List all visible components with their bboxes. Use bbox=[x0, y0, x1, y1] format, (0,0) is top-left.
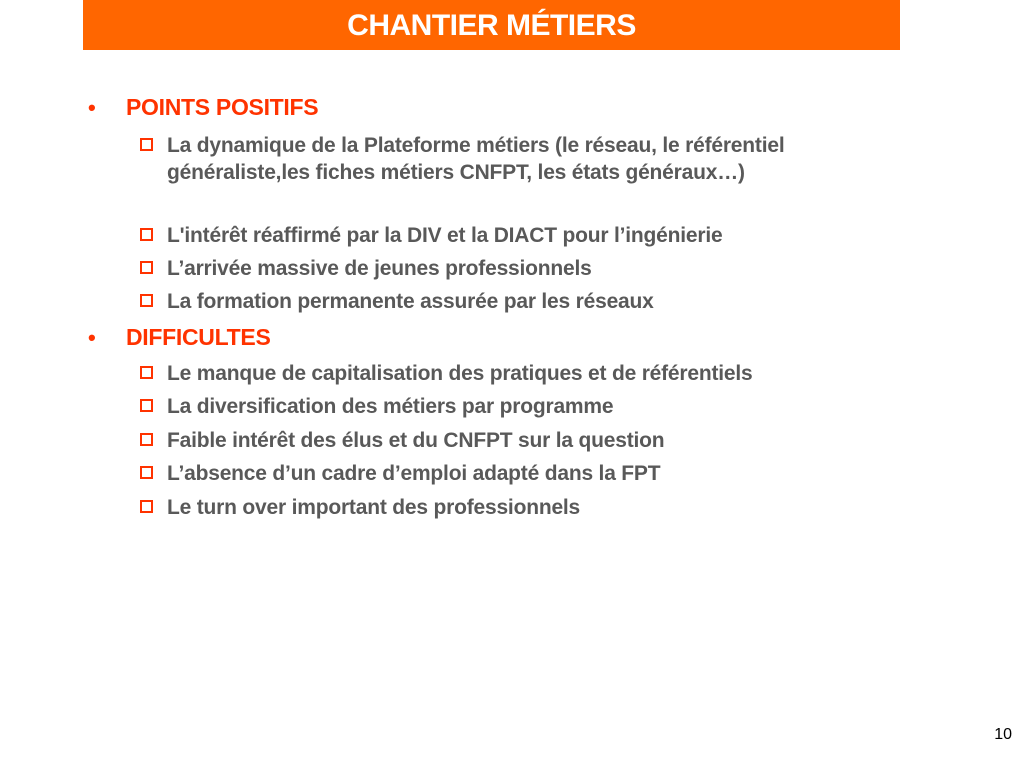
square-bullet-icon bbox=[140, 500, 153, 513]
list-item-text: La formation permanente assurée par les réseaux bbox=[167, 290, 654, 313]
list-item bbox=[140, 427, 910, 454]
list-item-text: Le turn over important des professionnels bbox=[167, 496, 581, 519]
square-bullet-icon bbox=[140, 433, 153, 446]
section-label: POINTS POSITIFS bbox=[126, 94, 319, 120]
list-item bbox=[140, 360, 910, 387]
list-item bbox=[140, 222, 910, 249]
list-item-text: Faible intérêt des élus et du CNFPT sur la question bbox=[167, 429, 665, 452]
section-points-positifs bbox=[88, 94, 318, 121]
title-bar bbox=[83, 0, 900, 50]
square-bullet-icon bbox=[140, 228, 153, 241]
page-number: 10 bbox=[994, 726, 1012, 743]
list-item-text: Le manque de capitalisation des pratiques et de référentiels bbox=[167, 362, 753, 385]
section-label: DIFFICULTES bbox=[126, 324, 271, 350]
list-item bbox=[140, 460, 910, 487]
list-item bbox=[140, 494, 910, 521]
list-item-text: L'intérêt réaffirmé par la DIV et la DIACT pour l’ingénierie bbox=[167, 224, 723, 247]
square-bullet-icon bbox=[140, 466, 153, 479]
list-item-text: L’absence d’un cadre d’emploi adapté dans la FPT bbox=[167, 462, 661, 485]
list-item bbox=[140, 393, 910, 420]
square-bullet-icon bbox=[140, 366, 153, 379]
bullet-icon: • bbox=[88, 95, 96, 120]
slide-title: CHANTIER MÉTIERS bbox=[347, 9, 636, 42]
list-item-text: L’arrivée massive de jeunes professionnels bbox=[167, 257, 592, 280]
square-bullet-icon bbox=[140, 399, 153, 412]
list-item bbox=[140, 132, 910, 186]
square-bullet-icon bbox=[140, 294, 153, 307]
square-bullet-icon bbox=[140, 261, 153, 274]
bullet-icon: • bbox=[88, 325, 96, 350]
list-item-text: La dynamique de la Plateforme métiers (le réseau, le référentiel généraliste,les fiches métiers CNFPT, les états généraux…) bbox=[167, 134, 785, 184]
list-item bbox=[140, 255, 910, 282]
list-item-text: La diversification des métiers par programme bbox=[167, 395, 614, 418]
list-item bbox=[140, 288, 910, 315]
square-bullet-icon bbox=[140, 138, 153, 151]
section-difficultes bbox=[88, 324, 270, 351]
